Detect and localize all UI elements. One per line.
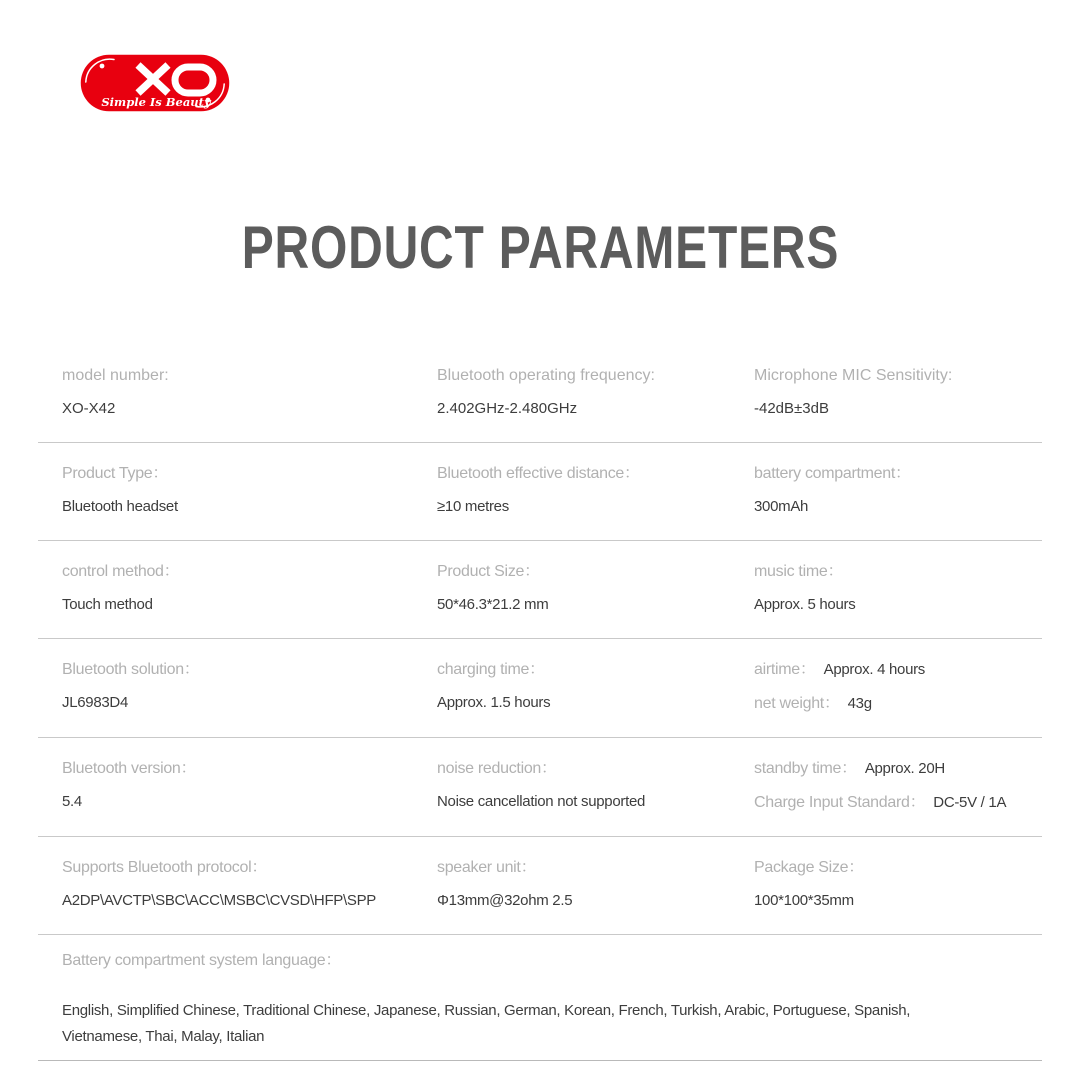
- spec-label: noise reduction：: [437, 760, 557, 777]
- brand-logo: [80, 54, 230, 112]
- spec-label: Battery compartment system language：: [62, 952, 342, 969]
- spec-table: [38, 345, 1042, 1061]
- spec-cell: [437, 759, 754, 812]
- spec-row-protocol: [38, 837, 1042, 935]
- spec-label: Charge Input Standard：: [754, 794, 926, 811]
- spec-cell: [437, 366, 754, 418]
- spec-pair: [754, 793, 1042, 812]
- title-area: [0, 213, 1080, 282]
- spec-value: 300mAh: [754, 498, 809, 515]
- spec-value: -42dB±3dB: [754, 400, 829, 417]
- spec-row-language: [38, 935, 1042, 1061]
- spec-label: model number:: [62, 367, 169, 384]
- spec-label: standby time：: [754, 760, 857, 777]
- spec-cell: [754, 858, 1042, 910]
- spec-cell: [38, 562, 437, 614]
- spec-cell: [437, 562, 754, 614]
- spec-value: Approx. 1.5 hours: [437, 694, 551, 711]
- spec-cell: [754, 562, 1042, 614]
- spec-label: speaker unit：: [437, 859, 537, 876]
- spec-value: ≥10 metres: [437, 498, 509, 515]
- spec-cell: [38, 660, 437, 713]
- spec-cell: [437, 660, 754, 713]
- spec-row-solution: [38, 639, 1042, 738]
- spec-value: 2.402GHz-2.480GHz: [437, 400, 578, 417]
- spec-value: XO-X42: [62, 400, 116, 417]
- spec-label: net weight：: [754, 695, 840, 712]
- spec-pair: [754, 759, 1042, 778]
- spec-row-product-type: [38, 443, 1042, 541]
- page-title: PRODUCT PARAMETERS: [241, 214, 839, 281]
- spec-label: Microphone MIC Sensitivity:: [754, 367, 953, 384]
- spec-label: Product Size：: [437, 563, 540, 580]
- spec-pair: [754, 694, 1042, 713]
- spec-value: 5.4: [62, 793, 82, 810]
- spec-cell: [754, 759, 1042, 812]
- spec-cell: [437, 464, 754, 516]
- logo-tagline: Simple Is Beauty: [101, 95, 211, 109]
- spec-label: control method：: [62, 563, 180, 580]
- spec-value: Approx. 4 hours: [823, 661, 926, 678]
- spec-label: music time：: [754, 563, 844, 580]
- spec-value: JL6983D4: [62, 694, 128, 711]
- spec-value: English, Simplified Chinese, Traditional Chinese, Japanese, Russian, German, Korean, French, Turkish, Arabic, Portuguese, Spanish, Vietnamese, Thai, Malay, Italian: [62, 1002, 911, 1045]
- spec-value: Φ13mm@32ohm 2.5: [437, 892, 573, 909]
- spec-value: Noise cancellation not supported: [437, 793, 646, 810]
- spec-value: Approx. 5 hours: [754, 596, 856, 613]
- spec-cell: [38, 759, 437, 812]
- spec-cell: [38, 951, 1042, 1050]
- spec-label: Bluetooth solution：: [62, 661, 200, 678]
- spec-value: 50*46.3*21.2 mm: [437, 596, 549, 613]
- spec-value: DC-5V / 1A: [933, 794, 1007, 811]
- spec-row-model: [38, 345, 1042, 443]
- spec-pair: [754, 660, 1042, 679]
- spec-value: A2DP\AVCTP\SBC\ACC\MSBC\CVSD\HFP\SPP: [62, 892, 376, 909]
- spec-label: Bluetooth version：: [62, 760, 197, 777]
- spec-value: Approx. 20H: [864, 760, 945, 777]
- spec-label: airtime：: [754, 661, 816, 678]
- spec-label: charging time：: [437, 661, 545, 678]
- spec-label: Bluetooth operating frequency:: [437, 367, 655, 384]
- spec-label: Supports Bluetooth protocol：: [62, 859, 268, 876]
- spec-row-control: [38, 541, 1042, 639]
- spec-label: Bluetooth effective distance：: [437, 465, 640, 482]
- spec-cell: [754, 464, 1042, 516]
- spec-value: 43g: [847, 695, 872, 712]
- spec-value: Touch method: [62, 596, 153, 613]
- spec-row-version: [38, 738, 1042, 837]
- spec-label: Product Type：: [62, 465, 169, 482]
- spec-cell: [437, 858, 754, 910]
- xo-logo-icon: [80, 54, 230, 112]
- spec-value: 100*100*35mm: [754, 892, 854, 909]
- spec-label: battery compartment：: [754, 465, 911, 482]
- spec-cell: [38, 858, 437, 910]
- spec-cell: [754, 660, 1042, 713]
- spec-value: Bluetooth headset: [62, 498, 178, 515]
- spec-label: Package Size：: [754, 859, 864, 876]
- spec-cell: [38, 366, 437, 418]
- spec-cell: [754, 366, 1042, 418]
- spec-cell: [38, 464, 437, 516]
